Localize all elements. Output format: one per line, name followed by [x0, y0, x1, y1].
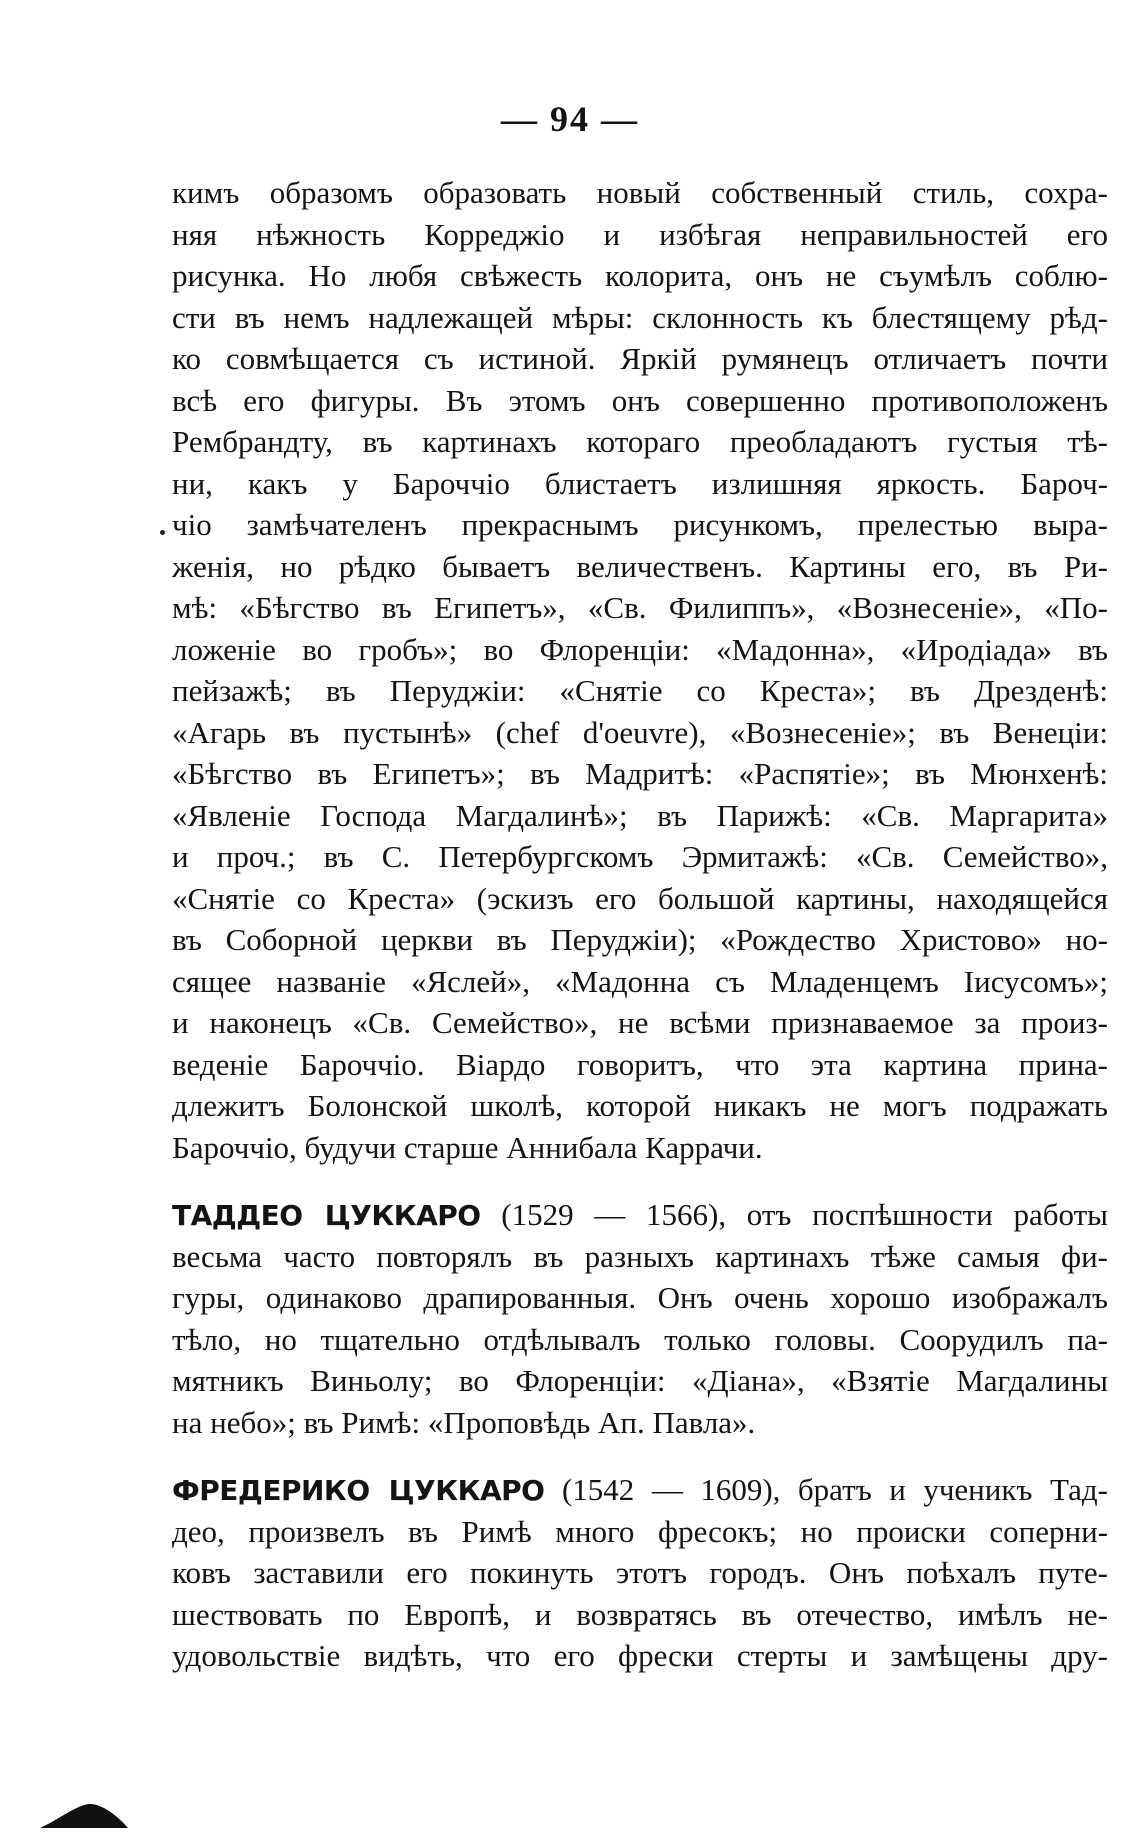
- text-line: шествовать по Европѣ, и возвратясь въ отечество, имѣлъ не-: [172, 1596, 1108, 1632]
- text-line: сти въ немъ надлежащей мѣры: склонность къ блестящему рѣд-: [172, 299, 1108, 335]
- text-line: и наконецъ «Св. Семейство», не всѣми признаваемое за произ-: [172, 1005, 1108, 1040]
- entry-heading: ТАДДЕО ЦУККАРО: [172, 1199, 481, 1232]
- page-number: — 94 —: [501, 99, 639, 139]
- text-line: весьма часто повторялъ въ разныхъ картинахъ тѣже самыя фи-: [172, 1238, 1108, 1274]
- entry-heading-rest: (1529 — 1566), отъ поспѣшности работы: [480, 1197, 1108, 1232]
- text-line: пейзажѣ; въ Перуджіи: «Снятіе со Креста»; въ Дрезденѣ:: [172, 673, 1108, 708]
- text-line: и проч.; въ С. Петербургскомъ Эрмитажѣ: «Св. Семейство»,: [172, 839, 1108, 874]
- text-line: «Явленіе Господа Магдалинѣ»; въ Парижѣ: «Св. Маргарита»: [172, 797, 1108, 833]
- text-line: чіо замѣчателенъ прекраснымъ рисункомъ, прелестью выра-: [172, 507, 1108, 542]
- text-line: тѣло, но тщательно отдѣлывалъ только головы. Соорудилъ па-: [172, 1321, 1108, 1357]
- text-line: веденіе Бароччіо. Віардо говоритъ, что эта картина прина-: [172, 1046, 1108, 1082]
- text-line: део, произвелъ въ Римѣ много фресокъ; но происки соперни-: [172, 1513, 1108, 1549]
- text-line: удовольствіе видѣть, что его фрески стерты и замѣщены дру-: [172, 1638, 1108, 1673]
- body-text: [172, 172, 1108, 1677]
- paragraph-federico-zuccaro: [172, 1469, 1108, 1677]
- paragraph-taddeo-zuccaro: [172, 1194, 1108, 1443]
- text-line: мѣ: «Бѣгство въ Египетъ», «Св. Филиппъ», «Вознесеніе», «По-: [172, 590, 1108, 625]
- text-line: длежитъ Болонской школѣ, которой никакъ не могъ подражать: [172, 1088, 1108, 1123]
- text-line: ни, какъ у Бароччіо блистаетъ излишняя яркость. Бароч-: [172, 465, 1108, 501]
- text-line: кимъ образомъ образовать новый собственный стиль, сохра-: [172, 175, 1108, 210]
- text-line: «Снятіе со Креста» (эскизъ его большой картины, находящейся: [172, 880, 1108, 916]
- paragraph-barocci: [172, 172, 1108, 1168]
- paragraph-gap: [172, 1443, 1108, 1469]
- text-line: рисунка. Но любя свѣжесть колорита, онъ не съумѣлъ соблю-: [172, 258, 1108, 293]
- text-line: мятникъ Виньолу; во Флоренціи: «Діана», «Взятіе Магдалины: [172, 1363, 1108, 1398]
- text-line: Рембрандту, въ картинахъ котораго преобладаютъ густыя тѣ-: [172, 424, 1108, 459]
- text-line: на небо»; въ Римѣ: «Проповѣдь Ап. Павла».: [172, 1404, 756, 1440]
- margin-ink-dot: [160, 530, 165, 535]
- scan-smudge-mark: [38, 1800, 130, 1830]
- text-line: ко совмѣщается съ истиной. Яркій румянецъ отличаетъ почти: [172, 341, 1108, 376]
- entry-heading: ФРЕДЕРИКО ЦУККАРО: [172, 1474, 545, 1507]
- text-line: «Бѣгство въ Египетъ»; въ Мадритѣ: «Распятіе»; въ Мюнхенѣ:: [172, 756, 1108, 791]
- text-line: «Агарь въ пустынѣ» (chef d'oeuvre), «Вознесеніе»; въ Венеціи:: [172, 714, 1108, 750]
- text-line: Бароччіо, будучи старше Аннибала Каррачи.: [172, 1129, 763, 1165]
- text-line: женія, но рѣдко бываетъ величественъ. Картины его, въ Ри-: [172, 548, 1108, 584]
- text-line: ложеніе во гробъ»; во Флоренціи: «Мадонна», «Иродіада» въ: [172, 631, 1108, 667]
- text-line: всѣ его фигуры. Въ этомъ онъ совершенно противоположенъ: [172, 382, 1108, 418]
- text-line: ковъ заставили его покинуть этотъ городъ. Онъ поѣхалъ путе-: [172, 1555, 1108, 1590]
- paragraph-gap: [172, 1168, 1108, 1194]
- entry-heading-rest: (1542 — 1609), братъ и ученикъ Тад-: [544, 1472, 1108, 1507]
- text-line: въ Соборной церкви въ Перуджіи); «Рождество Христово» но-: [172, 922, 1108, 957]
- text-line: гуры, одинаково драпированныя. Онъ очень хорошо изображалъ: [172, 1280, 1108, 1315]
- text-line: [172, 1469, 1108, 1511]
- text-line: няя нѣжность Корреджіо и избѣгая неправильностей его: [172, 216, 1108, 252]
- text-line: [172, 1194, 1108, 1236]
- text-line: сящее названіе «Яслей», «Мадонна съ Младенцемъ Іисусомъ»;: [172, 963, 1108, 999]
